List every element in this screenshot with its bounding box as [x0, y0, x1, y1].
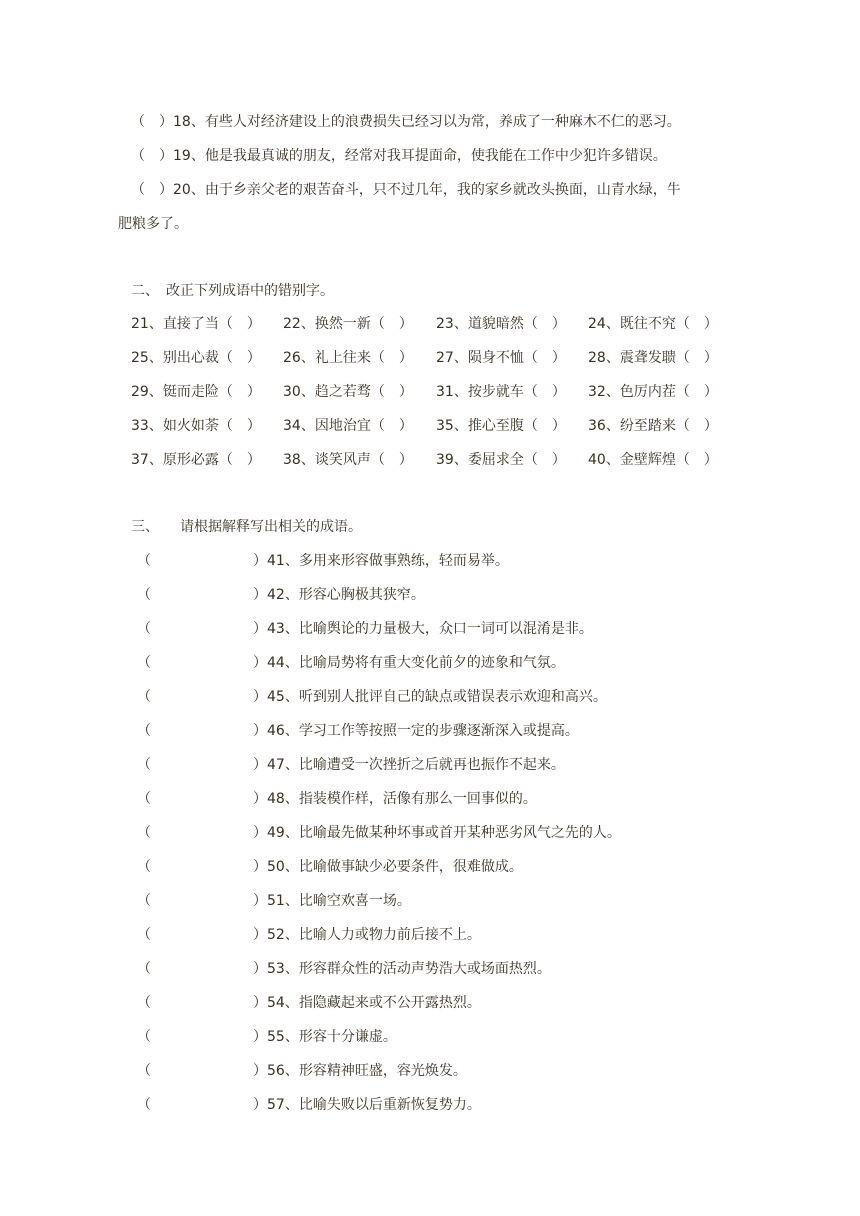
- idiom-item: 24、既往不究（ ）: [588, 316, 718, 332]
- section-3-title: 三、 请根据解释写出相关的成语。: [131, 519, 362, 535]
- definition-text: ）55、形容十分谦虚。: [253, 1029, 397, 1045]
- idiom-item: 29、铤而走险（ ）: [131, 384, 261, 400]
- open-paren: （: [137, 859, 151, 875]
- question-20: （ ）20、由于乡亲父老的艰苦奋斗，只不过几年，我的家乡就改头换面，山青水绿，牛: [131, 182, 681, 198]
- idiom-item: 22、换然一新（ ）: [283, 316, 413, 332]
- open-paren: （: [137, 825, 151, 841]
- open-paren: （: [137, 995, 151, 1011]
- definition-text: ）47、比喻遭受一次挫折之后就再也振作不起来。: [253, 757, 565, 773]
- question-20-continuation: 肥粮多了。: [118, 216, 188, 232]
- idiom-item: 40、金壁辉煌（ ）: [588, 452, 718, 468]
- idiom-item: 35、推心至腹（ ）: [436, 418, 566, 434]
- definition-text: ）46、学习工作等按照一定的步骤逐渐深入或提高。: [253, 723, 579, 739]
- idiom-item: 27、陨身不恤（ ）: [436, 350, 566, 366]
- idiom-item: 39、委屈求全（ ）: [436, 452, 566, 468]
- idiom-item: 31、按步就车（ ）: [436, 384, 566, 400]
- open-paren: （: [137, 689, 151, 705]
- question-18: （ ）18、有些人对经济建设上的浪费损失已经习以为常，养成了一种麻木不仁的恶习。: [131, 114, 681, 130]
- open-paren: （: [137, 655, 151, 671]
- open-paren: （: [137, 893, 151, 909]
- idiom-item: 26、礼上往来（ ）: [283, 350, 413, 366]
- idiom-item: 33、如火如荼（ ）: [131, 418, 261, 434]
- idiom-item: 21、直接了当（ ）: [131, 316, 261, 332]
- idiom-item: 36、纷至踏来（ ）: [588, 418, 718, 434]
- idiom-item: 34、因地治宜（ ）: [283, 418, 413, 434]
- open-paren: （: [137, 587, 151, 603]
- definition-text: ）53、形容群众性的活动声势浩大或场面热烈。: [253, 961, 551, 977]
- open-paren: （: [137, 1063, 151, 1079]
- idiom-item: 25、别出心裁（ ）: [131, 350, 261, 366]
- definition-text: ）41、多用来形容做事熟练，轻而易举。: [253, 553, 509, 569]
- definition-text: ）44、比喻局势将有重大变化前夕的迹象和气氛。: [253, 655, 565, 671]
- question-19: （ ）19、他是我最真诚的朋友，经常对我耳提面命，使我能在工作中少犯许多错误。: [131, 148, 667, 164]
- open-paren: （: [137, 723, 151, 739]
- open-paren: （: [137, 961, 151, 977]
- open-paren: （: [137, 927, 151, 943]
- definition-text: ）50、比喻做事缺少必要条件，很难做成。: [253, 859, 523, 875]
- idiom-item: 37、原形必露（ ）: [131, 452, 261, 468]
- definition-text: ）51、比喻空欢喜一场。: [253, 893, 411, 909]
- open-paren: （: [137, 1029, 151, 1045]
- open-paren: （: [137, 621, 151, 637]
- definition-text: ）57、比喻失败以后重新恢复势力。: [253, 1097, 481, 1113]
- idiom-item: 38、谈笑风声（ ）: [283, 452, 413, 468]
- definition-text: ）42、形容心胸极其狭窄。: [253, 587, 425, 603]
- definition-text: ）52、比喻人力或物力前后接不上。: [253, 927, 481, 943]
- definition-text: ）49、比喻最先做某种坏事或首开某种恶劣风气之先的人。: [253, 825, 621, 841]
- idiom-item: 28、震聋发聩（ ）: [588, 350, 718, 366]
- open-paren: （: [137, 1097, 151, 1113]
- idiom-item: 23、道貌暗然（ ）: [436, 316, 566, 332]
- idiom-item: 30、趋之若骛（ ）: [283, 384, 413, 400]
- section-2-title: 二、 改正下列成语中的错别字。: [131, 283, 334, 299]
- definition-text: ）56、形容精神旺盛，容光焕发。: [253, 1063, 467, 1079]
- idiom-item: 32、色厉内茬（ ）: [588, 384, 718, 400]
- definition-text: ）45、听到别人批评自己的缺点或错误表示欢迎和高兴。: [253, 689, 607, 705]
- open-paren: （: [137, 791, 151, 807]
- open-paren: （: [137, 553, 151, 569]
- open-paren: （: [137, 757, 151, 773]
- definition-text: ）54、指隐藏起来或不公开露热烈。: [253, 995, 481, 1011]
- definition-text: ）48、指装模作样，活像有那么一回事似的。: [253, 791, 537, 807]
- definition-text: ）43、比喻舆论的力量极大，众口一词可以混淆是非。: [253, 621, 593, 637]
